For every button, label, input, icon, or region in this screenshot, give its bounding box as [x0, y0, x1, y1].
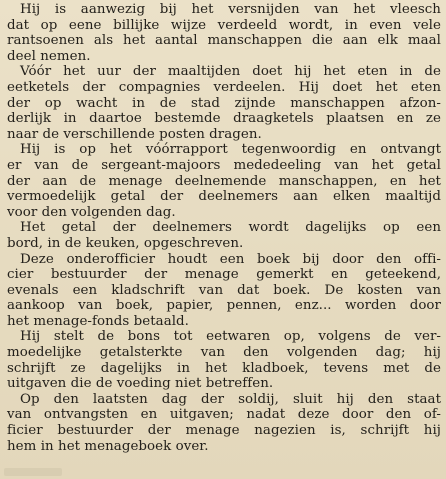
text-line: uitgaven die de voeding niet betreffen.	[7, 376, 274, 392]
text-line: evenals een kladschrift van dat boek. De kosten van	[7, 282, 441, 298]
paragraph	[7, 252, 441, 330]
text-line: Vóór het uur der maaltijden doet hij het eten in de	[20, 64, 441, 80]
watermark-strip	[4, 468, 62, 476]
paragraph	[7, 329, 441, 391]
paragraph	[7, 220, 441, 251]
text-line: dat op eene billijke wijze verdeeld wordt, in even vele	[7, 17, 441, 33]
text-line: der op wacht in de stad zijnde manschappen afzon-	[7, 95, 441, 111]
text-line: der aan de menage deelnemende manschappen, en het	[7, 173, 441, 189]
text-line: Hij is op het vóórrapport tegenwoordig en ontvangt	[20, 142, 441, 158]
text-line: moedelijke getalsterkte van den volgenden dag; hij	[7, 345, 441, 361]
text-line: eetketels der compagnies verdeelen. Hij doet het eten	[7, 79, 441, 95]
text-line: Hij is aanwezig bij het versnijden van het vleesch	[20, 2, 441, 17]
text-line: Hij stelt de bons tot eetwaren op, volgens de ver-	[20, 329, 441, 345]
text-line: Op den laatsten dag der soldij, sluit hij den staat	[20, 391, 441, 407]
document-text	[7, 2, 441, 454]
text-line: ficier bestuurder der menage nagezien is, schrijft hij	[7, 423, 441, 439]
text-line: voor den volgenden dag.	[7, 204, 176, 220]
text-line: deel nemen.	[7, 48, 91, 64]
text-line: vermoedelijk getal der deelnemers aan elken maaltijd	[7, 189, 441, 205]
text-line: er van de sergeant-majoors mededeeling van het getal	[7, 157, 441, 173]
paragraph	[7, 142, 441, 220]
paragraph	[7, 64, 441, 142]
text-line: van ontvangsten en uitgaven; nadat deze door den of-	[7, 407, 441, 423]
paragraph	[7, 2, 441, 64]
text-line: aankoop van boek, papier, pennen, enz... worden door	[7, 298, 441, 314]
text-line: derlijk in daartoe bestemde draagketels plaatsen en ze	[7, 111, 441, 127]
text-line: naar de verschillende posten dragen.	[7, 126, 262, 142]
text-line: bord, in de keuken, opgeschreven.	[7, 235, 244, 251]
text-line: rantsoenen als het aantal manschappen die aan elk maal	[7, 33, 441, 49]
text-line: schrijft ze dagelijks in het kladboek, tevens met de	[7, 360, 441, 376]
text-line: het menage-fonds betaald.	[7, 313, 189, 329]
text-line: Het getal der deelnemers wordt dagelijks op een	[20, 220, 441, 236]
text-line: hem in het menageboek over.	[7, 438, 209, 454]
text-line: Deze onderofficier houdt een boek bij door den offi-	[20, 251, 441, 267]
text-line: cier bestuurder der menage gemerkt en geteekend,	[7, 267, 441, 283]
paragraph	[7, 392, 441, 454]
